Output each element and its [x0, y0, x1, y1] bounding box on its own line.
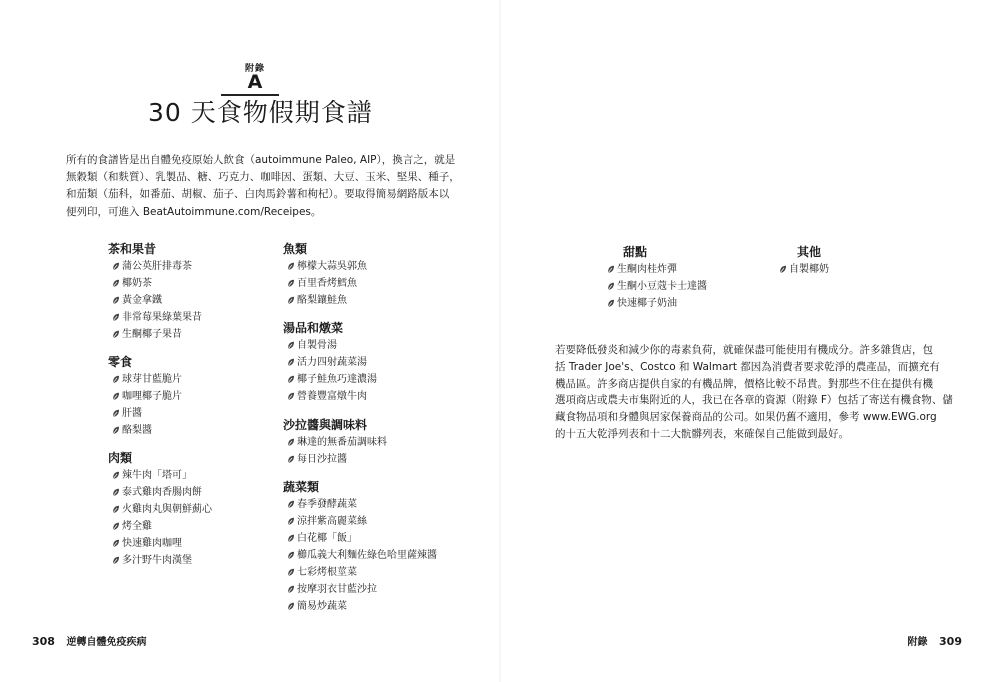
recipe-list — [283, 337, 377, 405]
recipe-name: 肝醬 — [122, 408, 142, 419]
recipe-item — [283, 530, 437, 547]
recipe-item — [283, 337, 377, 354]
section-title: 零食 — [108, 355, 133, 369]
recipe-item — [108, 388, 182, 405]
recipe-name: 球芽甘藍脆片 — [122, 374, 182, 385]
recipe-item — [108, 467, 212, 484]
section-title: 茶和果昔 — [108, 242, 157, 256]
recipe-name: 椰子鮭魚巧達濃湯 — [297, 374, 377, 385]
recipe-item — [108, 405, 182, 422]
section-title: 魚類 — [283, 242, 308, 256]
recipe-item — [283, 581, 437, 598]
recipe-name: 黃金拿鐵 — [122, 295, 162, 306]
recipe-name: 生酮肉桂炸彈 — [617, 264, 677, 275]
leaf-bullet-icon — [287, 392, 295, 401]
recipe-item — [603, 261, 707, 278]
leaf-bullet-icon — [112, 505, 120, 514]
page-number: 308 — [32, 635, 55, 648]
section-soups-stews — [283, 320, 377, 405]
recipe-item — [108, 326, 202, 343]
recipe-item — [283, 513, 437, 530]
recipe-name: 生酮椰子果昔 — [122, 329, 182, 340]
recipe-name: 咖哩椰子脆片 — [122, 391, 182, 402]
leaf-bullet-icon — [607, 282, 615, 291]
recipe-name: 白花椰「飯」 — [297, 533, 357, 544]
recipe-item — [108, 422, 182, 439]
recipe-name: 自製骨湯 — [297, 340, 337, 351]
recipe-list — [283, 496, 437, 615]
paragraph-line: 若要降低發炎和減少你的毒素負荷，就確保盡可能使用有機成分。許多雜貨店，包 — [555, 344, 933, 356]
leaf-bullet-icon — [287, 341, 295, 350]
recipe-name: 非常莓果綠葉果昔 — [122, 312, 202, 323]
leaf-bullet-icon — [607, 299, 615, 308]
leaf-bullet-icon — [112, 330, 120, 339]
recipe-list — [603, 261, 707, 312]
leaf-bullet-icon — [287, 500, 295, 509]
leaf-bullet-icon — [287, 534, 295, 543]
footer-right — [908, 633, 962, 648]
recipe-item — [108, 518, 212, 535]
section-fish — [283, 241, 367, 309]
leaf-bullet-icon — [287, 262, 295, 271]
paragraph-line: 選項商店或農夫市集附近的人，我已在各章的資源（附錄 F）包括了寄送有機食物、儲 — [555, 394, 953, 407]
recipe-name: 多汁野牛肉漢堡 — [122, 555, 192, 566]
leaf-bullet-icon — [112, 392, 120, 401]
leaf-bullet-icon — [112, 262, 120, 271]
recipe-item — [283, 434, 387, 451]
leaf-bullet-icon — [287, 438, 295, 447]
recipe-item — [283, 496, 437, 513]
recipe-name: 蒲公英肝排毒茶 — [122, 261, 192, 272]
recipe-item — [108, 501, 212, 518]
recipe-item — [283, 388, 377, 405]
section-tea-smoothies — [108, 241, 202, 343]
leaf-bullet-icon — [112, 313, 120, 322]
recipe-list — [775, 261, 829, 278]
leaf-bullet-icon — [112, 296, 120, 305]
recipe-item — [283, 371, 377, 388]
leaf-bullet-icon — [287, 455, 295, 464]
section-other — [775, 244, 829, 278]
recipe-item — [283, 547, 437, 564]
recipe-name: 簡易炒蔬菜 — [297, 601, 347, 612]
section-title: 其他 — [797, 245, 822, 259]
recipe-list — [108, 467, 212, 569]
recipe-item — [108, 371, 182, 388]
intro-paragraph — [66, 152, 460, 221]
page-title: 30 天食物假期食譜 — [148, 98, 373, 127]
recipe-item — [108, 552, 212, 569]
recipe-name: 辣牛肉「塔可」 — [122, 470, 192, 481]
recipe-name: 烤全雞 — [122, 521, 152, 532]
leaf-bullet-icon — [112, 522, 120, 531]
leaf-bullet-icon — [287, 358, 295, 367]
leaf-bullet-icon — [287, 585, 295, 594]
recipe-item — [775, 261, 829, 278]
recipe-name: 涼拌紫高麗菜絲 — [297, 516, 367, 527]
recipe-item — [283, 275, 367, 292]
recipe-item — [108, 309, 202, 326]
page-number: 309 — [939, 635, 962, 648]
recipe-name: 活力四射蔬菜湯 — [297, 357, 367, 368]
leaf-bullet-icon — [112, 556, 120, 565]
section-title: 沙拉醬與調味料 — [283, 418, 368, 432]
paragraph-line: 的十五大乾淨列表和十二大骯髒列表，來確保自己能做到最好。 — [555, 427, 849, 440]
leaf-bullet-icon — [287, 551, 295, 560]
leaf-bullet-icon — [287, 279, 295, 288]
recipe-item — [108, 535, 212, 552]
recipe-list — [283, 258, 367, 309]
recipe-list — [283, 434, 387, 468]
recipe-item — [283, 258, 367, 275]
recipe-item — [283, 354, 377, 371]
paragraph-line: 括 Trader Joe's、Costco 和 Walmart 都因為消費者要求乾淨的農產品，而擴充有 — [555, 360, 940, 373]
book-title: 逆轉自體免疫疾病 — [66, 637, 147, 648]
recipe-name: 泰式雞肉香腸肉餅 — [122, 487, 202, 498]
recipe-item — [283, 451, 387, 468]
recipe-item — [108, 292, 202, 309]
section-snacks — [108, 354, 182, 439]
leaf-bullet-icon — [287, 375, 295, 384]
recipe-name: 春季發酵蔬菜 — [297, 499, 357, 510]
section-title: 湯品和燉菜 — [283, 321, 344, 335]
recipe-item — [283, 598, 437, 615]
recipe-name: 椰奶茶 — [122, 278, 152, 289]
leaf-bullet-icon — [287, 602, 295, 611]
recipe-item — [603, 278, 707, 295]
section-desserts — [603, 244, 707, 312]
intro-line: 所有的食譜皆是出自體免疫原始人飲食（autoimmune Paleo, AIP），換言之，就是 — [66, 154, 456, 166]
section-name: 附錄 — [907, 637, 928, 648]
recipe-name: 營養豐富燉牛肉 — [297, 391, 367, 402]
organic-paragraph — [555, 342, 953, 443]
recipe-name: 酪梨鑲鮭魚 — [297, 295, 347, 306]
leaf-bullet-icon — [112, 279, 120, 288]
recipe-name: 快速椰子奶油 — [617, 298, 677, 309]
leaf-bullet-icon — [112, 426, 120, 435]
paragraph-line: 機品區。許多商店提供自家的有機品牌，價格比較不昂貴。對那些不住在提供有機 — [555, 377, 933, 390]
section-meat — [108, 450, 212, 569]
recipe-name: 琳達的無番茄調味料 — [297, 437, 387, 448]
recipe-name: 自製椰奶 — [789, 264, 829, 275]
recipe-list — [108, 371, 182, 439]
recipe-item — [283, 292, 367, 309]
book-gutter — [499, 0, 501, 682]
recipe-item — [603, 295, 707, 312]
appendix-rule — [221, 94, 279, 96]
footer-left — [32, 633, 146, 648]
leaf-bullet-icon — [287, 517, 295, 526]
recipe-name: 每日沙拉醬 — [297, 454, 347, 465]
recipe-list — [108, 258, 202, 343]
recipe-name: 櫛瓜義大利麵佐綠色哈里薩辣醬 — [297, 550, 437, 561]
recipe-name: 酪梨醬 — [122, 425, 152, 436]
section-title: 蔬菜類 — [283, 480, 320, 494]
leaf-bullet-icon — [112, 539, 120, 548]
leaf-bullet-icon — [112, 471, 120, 480]
leaf-bullet-icon — [287, 296, 295, 305]
appendix-letter: A — [247, 71, 263, 93]
recipe-item — [108, 258, 202, 275]
leaf-bullet-icon — [112, 375, 120, 384]
appendix-label: 附錄 — [244, 64, 265, 74]
recipe-item — [108, 275, 202, 292]
section-dressings — [283, 417, 387, 468]
section-title: 甜點 — [623, 245, 648, 259]
leaf-bullet-icon — [112, 488, 120, 497]
intro-line: 無穀類（和麩質）、乳製品、糖、巧克力、咖啡因、蛋類、大豆、玉米、堅果、種子， — [66, 171, 460, 184]
section-title: 肉類 — [108, 451, 133, 465]
leaf-bullet-icon — [607, 265, 615, 274]
leaf-bullet-icon — [287, 568, 295, 577]
intro-line: 和茄類（茄科，如番茄、胡椒、茄子、白肉馬鈴薯和枸杞）。要取得簡易網路版本以 — [66, 188, 450, 201]
recipe-item — [108, 484, 212, 501]
paragraph-line: 藏食物品項和身體與居家保養商品的公司。如果仍舊不適用，參考 www.EWG.org — [555, 411, 937, 424]
recipe-name: 百里香烤鱈魚 — [297, 278, 357, 289]
intro-line: 便列印，可進入 BeatAutoimmune.com/Receipes。 — [66, 205, 322, 218]
recipe-name: 按摩羽衣甘藍沙拉 — [297, 584, 377, 595]
recipe-name: 火雞肉丸與朝鮮薊心 — [122, 504, 212, 515]
recipe-name: 檸檬大蒜吳郭魚 — [297, 261, 367, 272]
leaf-bullet-icon — [779, 265, 787, 274]
section-vegetables — [283, 479, 437, 615]
recipe-name: 七彩烤根莖菜 — [297, 567, 357, 578]
leaf-bullet-icon — [112, 409, 120, 418]
recipe-name: 生酮小豆蔻卡士達醬 — [617, 281, 707, 292]
recipe-name: 快速雞肉咖哩 — [122, 538, 182, 549]
recipe-item — [283, 564, 437, 581]
